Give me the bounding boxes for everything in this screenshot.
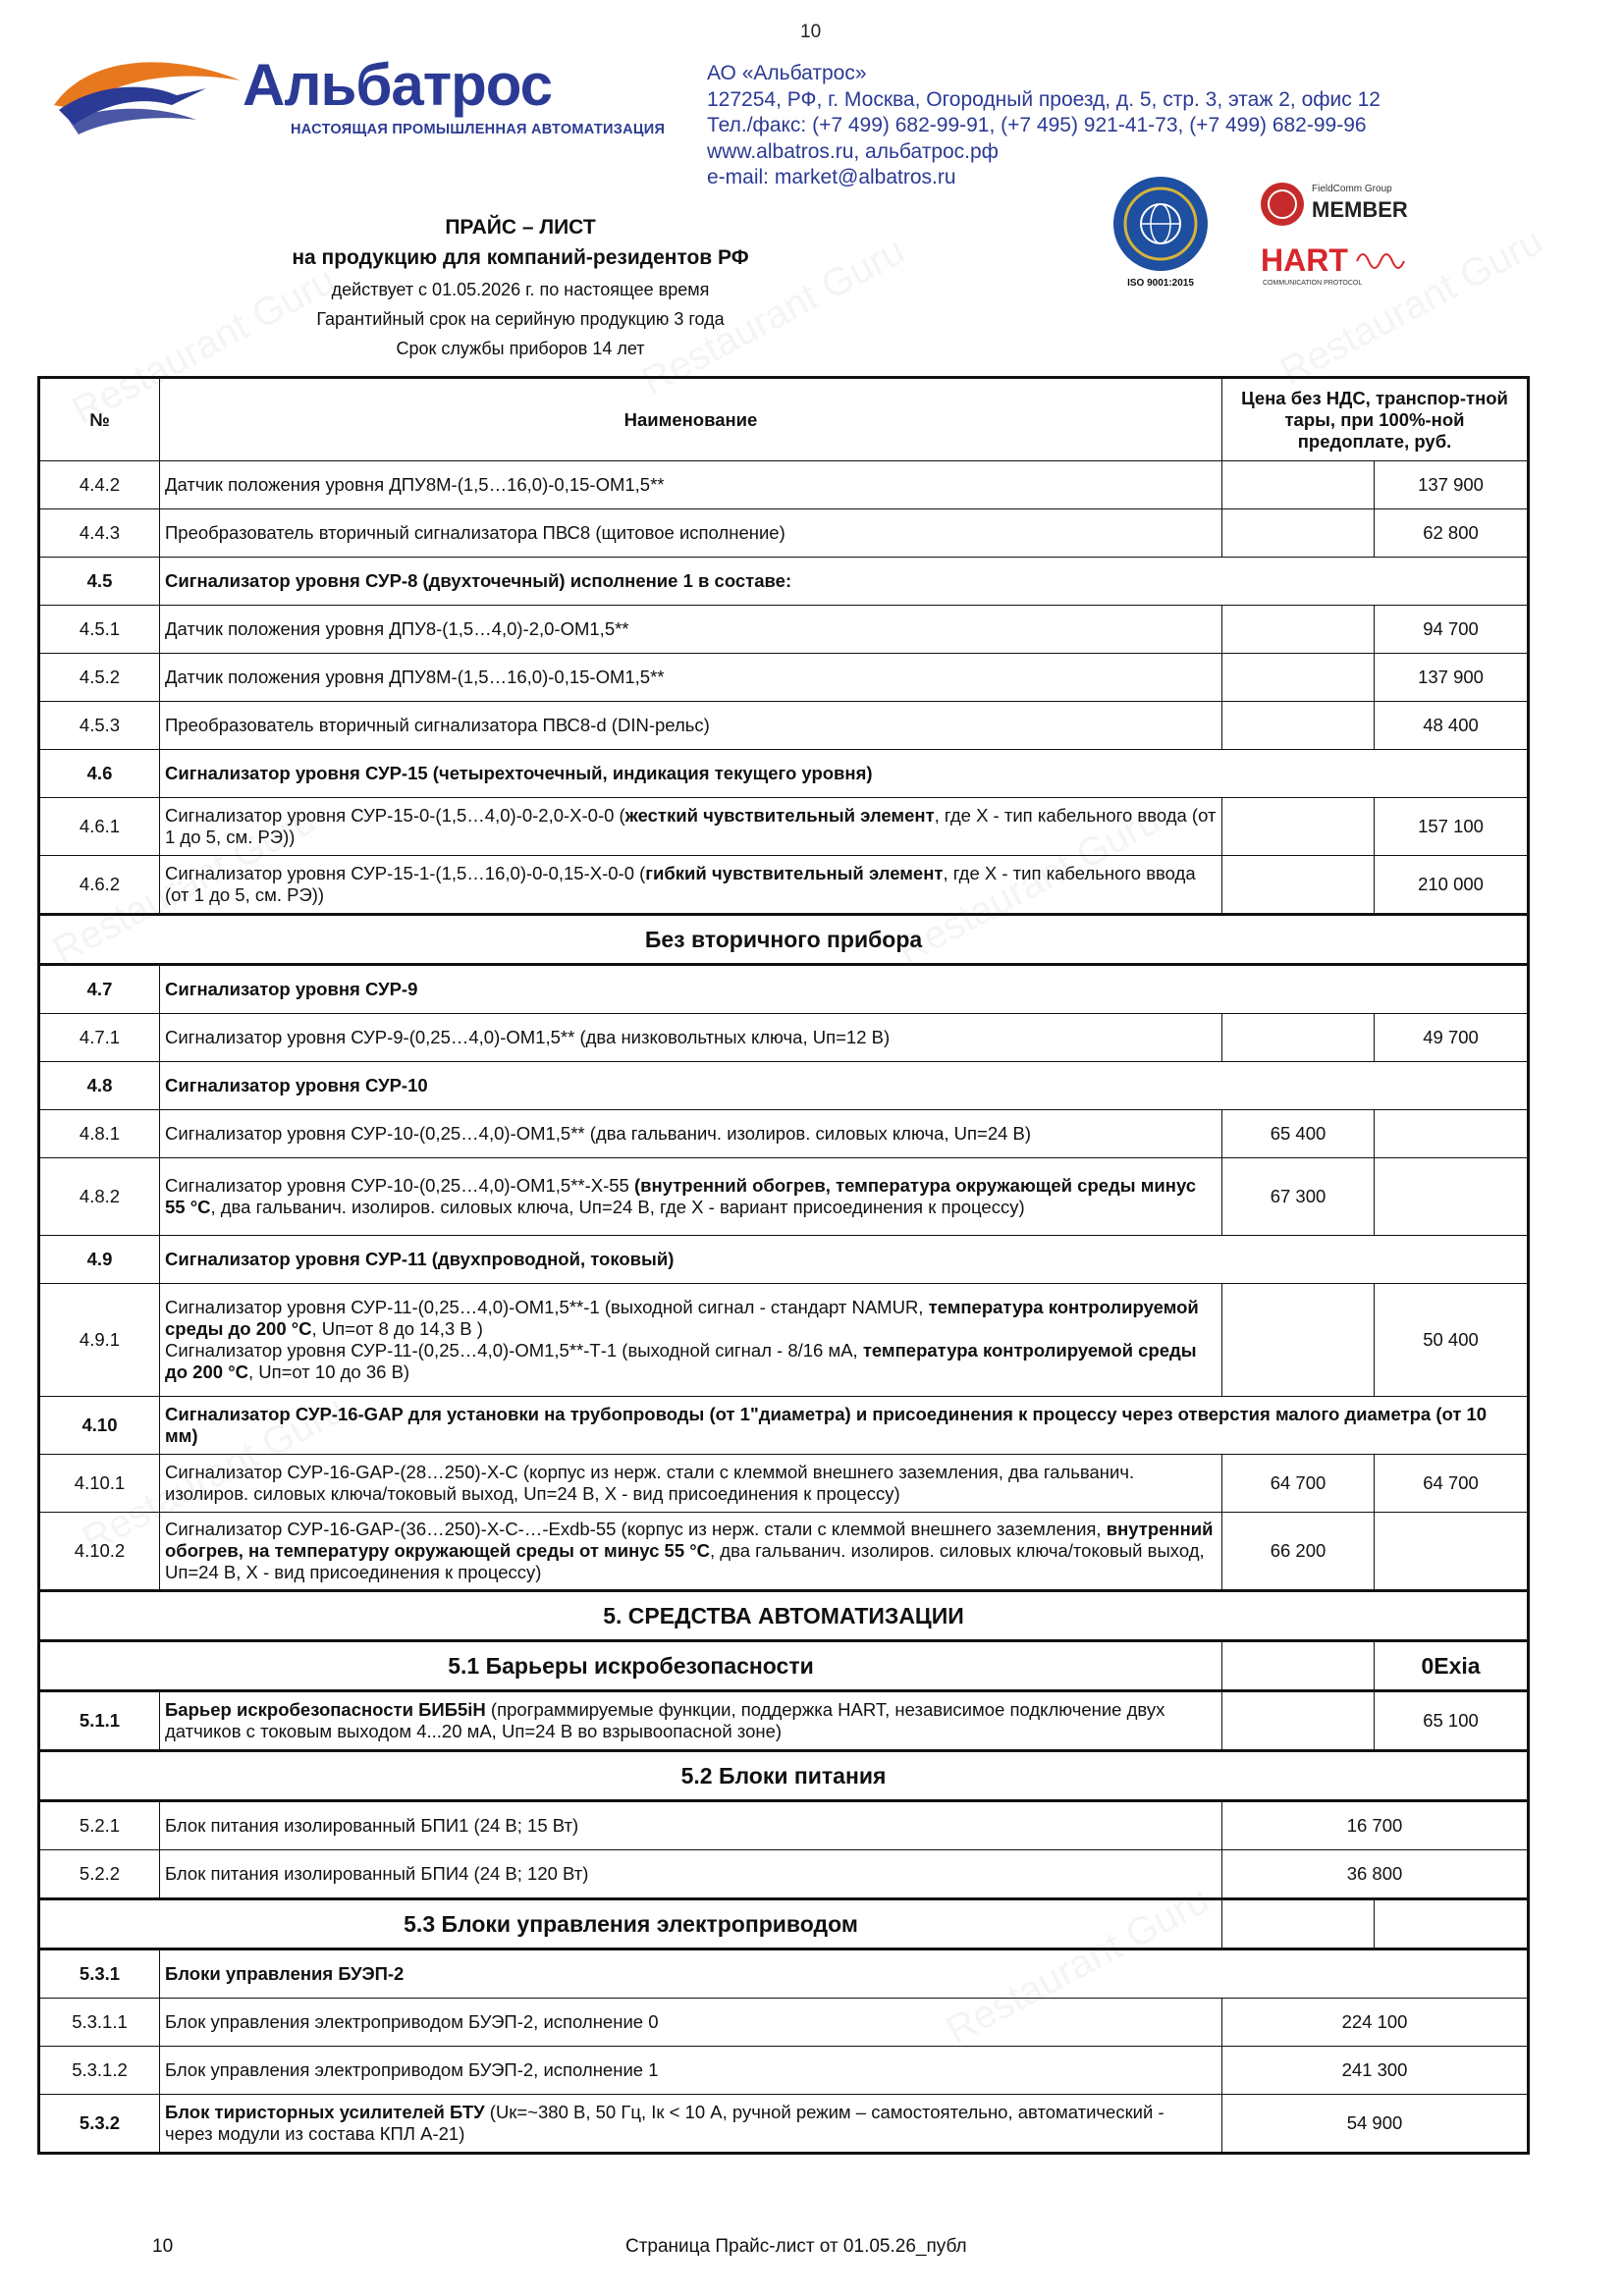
row-price-1 xyxy=(1222,1691,1375,1751)
company-name: АО «Альбатрос» xyxy=(707,62,867,84)
section-title: 5. СРЕДСТВА АВТОМАТИЗАЦИИ xyxy=(39,1591,1529,1641)
row-num: 4.5.3 xyxy=(39,702,160,750)
company-email: e-mail: market@albatros.ru xyxy=(707,166,956,188)
row-price-2: 94 700 xyxy=(1375,606,1529,654)
row-price-2: 48 400 xyxy=(1375,702,1529,750)
row-price-2 xyxy=(1375,1513,1529,1591)
row-num: 4.4.3 xyxy=(39,509,160,558)
row-name: Блок питания изолированный БПИ4 (24 В; 120 Вт) xyxy=(160,1850,1222,1899)
group-num: 4.8 xyxy=(39,1062,160,1110)
group-name: Сигнализатор СУР-16-GAP для установки на трубопроводы (от 1"диаметра) и присоединения к процессу через отверстия малого диаметра (от 10 мм) xyxy=(160,1397,1529,1455)
row-price-1 xyxy=(1222,1284,1375,1397)
company-logo xyxy=(49,41,687,149)
row-num: 4.9.1 xyxy=(39,1284,160,1397)
row-price-1 xyxy=(1222,798,1375,856)
section-title: 5.2 Блоки питания xyxy=(39,1751,1529,1801)
row-name: Блок управления электроприводом БУЭП-2, исполнение 1 xyxy=(160,2047,1222,2095)
section-row xyxy=(39,915,1529,965)
row-name: Датчик положения уровня ДПУ8М-(1,5…16,0)-0,15-ОМ1,5** xyxy=(160,461,1222,509)
table-row xyxy=(39,1999,1529,2047)
table-row xyxy=(39,1158,1529,1236)
row-name-part: , Uп=от 8 до 14,3 В ) xyxy=(311,1318,483,1339)
row-name-bold: внутренний обогрев, на температуру окружающей среды от минус 55 °С xyxy=(165,1519,1214,1561)
table-row xyxy=(39,1513,1529,1591)
table-row xyxy=(39,1455,1529,1513)
iso-label: ISO 9001:2015 xyxy=(1127,278,1194,289)
table-row xyxy=(39,1014,1529,1062)
group-num: 5.3.1 xyxy=(39,1949,160,1999)
row-price-2: 64 700 xyxy=(1375,1455,1529,1513)
row-num: 4.5.1 xyxy=(39,606,160,654)
price-table xyxy=(37,376,1530,2155)
row-price-1 xyxy=(1222,1641,1375,1691)
row-name-part: Сигнализатор СУР-16-GAP-(36…250)-Х-С-…-Exdb-55 (корпус из нерж. стали с клеммой внешнего заземления, xyxy=(165,1519,1107,1539)
row-price-merged: 241 300 xyxy=(1222,2047,1529,2095)
row-name: Датчик положения уровня ДПУ8М-(1,5…16,0)-0,15-ОМ1,5** xyxy=(160,654,1222,702)
group-row xyxy=(39,965,1529,1014)
row-price-2: 137 900 xyxy=(1375,461,1529,509)
group-num: 4.6 xyxy=(39,750,160,798)
row-name xyxy=(160,2095,1222,2154)
protection-label: 0Exia xyxy=(1375,1641,1529,1691)
table-row xyxy=(39,798,1529,856)
row-name-part: Сигнализатор уровня СУР-11-(0,25…4,0)-ОМ1,5**-1 (выходной сигнал - стандарт NAMUR, xyxy=(165,1297,929,1317)
row-price-merged: 54 900 xyxy=(1222,2095,1529,2154)
section-row xyxy=(39,1751,1529,1801)
row-name: Сигнализатор уровня СУР-10-(0,25…4,0)-ОМ1,5** (два гальванич. изолиров. силовых ключа, Uп=24 В) xyxy=(160,1110,1222,1158)
header-num: № xyxy=(39,378,160,461)
row-price-2: 65 100 xyxy=(1375,1691,1529,1751)
row-name xyxy=(160,1691,1222,1751)
company-phones: Тел./факс: (+7 499) 682-99-91, (+7 495) 921-41-73, (+7 499) 682-99-96 xyxy=(707,114,1367,136)
warranty-period: Гарантийный срок на серийную продукцию 3 года xyxy=(316,309,725,329)
table-header-row xyxy=(39,378,1529,461)
row-num: 4.10.1 xyxy=(39,1455,160,1513)
group-name: Сигнализатор уровня СУР-9 xyxy=(160,965,1529,1014)
table-row xyxy=(39,2047,1529,2095)
table-row xyxy=(39,1691,1529,1751)
section-row xyxy=(39,1591,1529,1641)
row-name: Блок управления электроприводом БУЭП-2, исполнение 0 xyxy=(160,1999,1222,2047)
table-row xyxy=(39,461,1529,509)
subsection-row xyxy=(39,1899,1529,1949)
subsection-title: 5.3 Блоки управления электроприводом xyxy=(39,1899,1222,1949)
row-price-1: 64 700 xyxy=(1222,1455,1375,1513)
row-price-1 xyxy=(1222,606,1375,654)
row-num: 4.8.1 xyxy=(39,1110,160,1158)
row-price-1: 67 300 xyxy=(1222,1158,1375,1236)
row-price-2 xyxy=(1375,1110,1529,1158)
group-num: 4.7 xyxy=(39,965,160,1014)
row-name: Датчик положения уровня ДПУ8-(1,5…4,0)-2,0-ОМ1,5** xyxy=(160,606,1222,654)
footer-caption: Страница Прайс-лист от 01.05.26_публ xyxy=(625,2236,967,2257)
company-websites: www.albatros.ru, альбатрос.рф xyxy=(707,139,999,163)
row-price-1 xyxy=(1222,509,1375,558)
group-row xyxy=(39,1397,1529,1455)
row-name-part: (Uк=~380 В, 50 Гц, Iк < 10 А, ручной режим – самостоятельно, автоматический - через модули из состава КПЛ А-21) xyxy=(165,2102,1164,2144)
table-row xyxy=(39,1110,1529,1158)
row-price-1 xyxy=(1222,702,1375,750)
brand-name: Альбатрос xyxy=(243,52,553,118)
row-price-merged: 36 800 xyxy=(1222,1850,1529,1899)
brand-tagline: НАСТОЯЩАЯ ПРОМЫШЛЕННАЯ АВТОМАТИЗАЦИЯ xyxy=(291,122,666,137)
row-name-bold: (внутренний обогрев, температура окружающей среды минус 55 °С xyxy=(165,1175,1197,1217)
validity-date: действует с 01.05.2026 г. по настоящее время xyxy=(331,280,710,299)
group-num: 4.10 xyxy=(39,1397,160,1455)
row-name-part: , где Х - тип кабельного ввода (от 1 до 5, см. РЭ)) xyxy=(165,805,1217,847)
table-row xyxy=(39,856,1529,915)
row-price-1 xyxy=(1222,1014,1375,1062)
row-num: 4.5.2 xyxy=(39,654,160,702)
row-price-1 xyxy=(1222,1899,1375,1949)
hart-sub-label: COMMUNICATION PROTOCOL xyxy=(1263,280,1363,287)
row-name-bold: Блок тиристорных усилителей БТУ xyxy=(165,2102,485,2122)
group-row xyxy=(39,558,1529,606)
row-price-2 xyxy=(1375,1899,1529,1949)
group-num: 4.5 xyxy=(39,558,160,606)
row-name-bold: жесткий чувствительный элемент xyxy=(624,805,935,826)
row-name-part: Сигнализатор уровня СУР-10-(0,25…4,0)-ОМ1,5**-Х-55 xyxy=(165,1175,634,1196)
row-price-2: 49 700 xyxy=(1375,1014,1529,1062)
row-num: 5.3.1.2 xyxy=(39,2047,160,2095)
row-price-1 xyxy=(1222,856,1375,915)
group-name: Сигнализатор уровня СУР-10 xyxy=(160,1062,1529,1110)
row-price-2 xyxy=(1375,1158,1529,1236)
row-name-part: , два гальванич. изолиров. силовых ключа, Uп=24 В, где Х - вариант присоединения к процессу) xyxy=(210,1197,1025,1217)
row-name: Преобразователь вторичный сигнализатора ПВС8 (щитовое исполнение) xyxy=(160,509,1222,558)
company-contacts xyxy=(707,61,1380,191)
row-price-merged: 224 100 xyxy=(1222,1999,1529,2047)
row-name-part: , где Х - тип кабельного ввода (от 1 до 5, см. РЭ)) xyxy=(165,863,1196,905)
group-name: Сигнализатор уровня СУР-8 (двухточечный) исполнение 1 в составе: xyxy=(160,558,1529,606)
row-name: Преобразователь вторичный сигнализатора ПВС8-d (DIN-рельс) xyxy=(160,702,1222,750)
hart-label: HART xyxy=(1261,243,1348,278)
group-row xyxy=(39,1062,1529,1110)
header-name: Наименование xyxy=(160,378,1222,461)
table-row xyxy=(39,654,1529,702)
row-num: 5.1.1 xyxy=(39,1691,160,1751)
row-name-part: , два гальванич. изолиров. силовых ключа/токовый выход, Uп=24 В, Х - вид присоединения к процессу) xyxy=(165,1540,1205,1582)
row-price-2: 210 000 xyxy=(1375,856,1529,915)
page-number-top: 10 xyxy=(800,22,822,42)
row-name xyxy=(160,856,1222,915)
row-num: 4.4.2 xyxy=(39,461,160,509)
fieldcomm-member-badge xyxy=(1257,175,1443,232)
row-price-2: 50 400 xyxy=(1375,1284,1529,1397)
subsection-title: 5.1 Барьеры искробезопасности xyxy=(39,1641,1222,1691)
subsection-row xyxy=(39,1641,1529,1691)
row-num: 4.6.1 xyxy=(39,798,160,856)
row-num: 4.7.1 xyxy=(39,1014,160,1062)
row-num: 4.10.2 xyxy=(39,1513,160,1591)
row-name-part: (программируемые функции, поддержка HART, независимое подключение двух датчиков с токовым выходом 4...20 мА, Uп=24 В во взрывоопасной зоне) xyxy=(165,1699,1165,1741)
row-name xyxy=(160,1284,1222,1397)
row-num: 4.8.2 xyxy=(39,1158,160,1236)
section-title: Без вторичного прибора xyxy=(39,915,1529,965)
row-num: 5.3.2 xyxy=(39,2095,160,2154)
table-row xyxy=(39,509,1529,558)
service-life: Срок службы приборов 14 лет xyxy=(396,339,645,358)
table-row xyxy=(39,702,1529,750)
row-name-part: , Uп=от 10 до 36 В) xyxy=(247,1362,410,1382)
table-row xyxy=(39,1284,1529,1397)
header-price: Цена без НДС, транспор-тной тары, при 100%-ной предоплате, руб. xyxy=(1222,378,1529,461)
row-num: 5.2.2 xyxy=(39,1850,160,1899)
document-title: ПРАЙС – ЛИСТ xyxy=(445,216,596,239)
group-name: Сигнализатор уровня СУР-11 (двухпроводной, токовый) xyxy=(160,1236,1529,1284)
row-price-1 xyxy=(1222,461,1375,509)
fieldcomm-group-label: FieldComm Group xyxy=(1312,184,1392,194)
group-row xyxy=(39,1949,1529,1999)
group-row xyxy=(39,1236,1529,1284)
row-name-part: Сигнализатор уровня СУР-11-(0,25…4,0)-ОМ1,5**-Т-1 (выходной сигнал - 8/16 мА, xyxy=(165,1340,863,1361)
row-name: Сигнализатор уровня СУР-9-(0,25…4,0)-ОМ1,5** (два низковольтных ключа, Uп=12 В) xyxy=(160,1014,1222,1062)
row-price-1: 65 400 xyxy=(1222,1110,1375,1158)
row-name xyxy=(160,1513,1222,1591)
row-name-bold: Барьер искробезопасности БИБ5iН xyxy=(165,1699,486,1720)
row-name-part: Сигнализатор уровня СУР-15-1-(1,5…16,0)-0-0,15-Х-0-0 ( xyxy=(165,863,646,883)
table-row xyxy=(39,606,1529,654)
row-price-1 xyxy=(1222,654,1375,702)
row-name xyxy=(160,798,1222,856)
document-title-block xyxy=(245,214,795,363)
row-name-bold: температура контролируемой среды до 200 °С xyxy=(165,1340,1197,1382)
iso-certificate-badge xyxy=(1110,175,1212,291)
row-num: 5.2.1 xyxy=(39,1801,160,1850)
group-row xyxy=(39,750,1529,798)
row-name: Блок питания изолированный БПИ1 (24 В; 15 Вт) xyxy=(160,1801,1222,1850)
albatross-bird-icon xyxy=(49,51,255,139)
row-price-2: 137 900 xyxy=(1375,654,1529,702)
group-num: 4.9 xyxy=(39,1236,160,1284)
row-name xyxy=(160,1158,1222,1236)
row-num: 4.6.2 xyxy=(39,856,160,915)
hart-protocol-badge xyxy=(1259,243,1445,289)
group-name: Блоки управления БУЭП-2 xyxy=(160,1949,1529,1999)
member-label: MEMBER xyxy=(1312,197,1408,222)
row-name-part: Сигнализатор уровня СУР-15-0-(1,5…4,0)-0-2,0-Х-0-0 ( xyxy=(165,805,625,826)
footer-page-number: 10 xyxy=(152,2236,174,2257)
row-price-2: 157 100 xyxy=(1375,798,1529,856)
row-name: Сигнализатор СУР-16-GAP-(28…250)-Х-С (корпус из нерж. стали с клеммой внешнего заземления, два гальванич. изолиров. силовых ключа/токовый выход, Uп=24 В, Х - вид присоединения к процессу) xyxy=(160,1455,1222,1513)
row-price-merged: 16 700 xyxy=(1222,1801,1529,1850)
table-row xyxy=(39,2095,1529,2154)
company-address: 127254, РФ, г. Москва, Огородный проезд, д. 5, стр. 3, этаж 2, офис 12 xyxy=(707,87,1380,111)
row-name-bold: гибкий чувствительный элемент xyxy=(645,863,944,883)
table-row xyxy=(39,1801,1529,1850)
row-price-1: 66 200 xyxy=(1222,1513,1375,1591)
group-name: Сигнализатор уровня СУР-15 (четырехточечный, индикация текущего уровня) xyxy=(160,750,1529,798)
table-row xyxy=(39,1850,1529,1899)
row-name-bold: температура контролируемой среды до 200 °С xyxy=(165,1297,1199,1339)
document-subtitle: на продукцию для компаний-резидентов РФ xyxy=(292,246,749,269)
row-price-2: 62 800 xyxy=(1375,509,1529,558)
row-num: 5.3.1.1 xyxy=(39,1999,160,2047)
